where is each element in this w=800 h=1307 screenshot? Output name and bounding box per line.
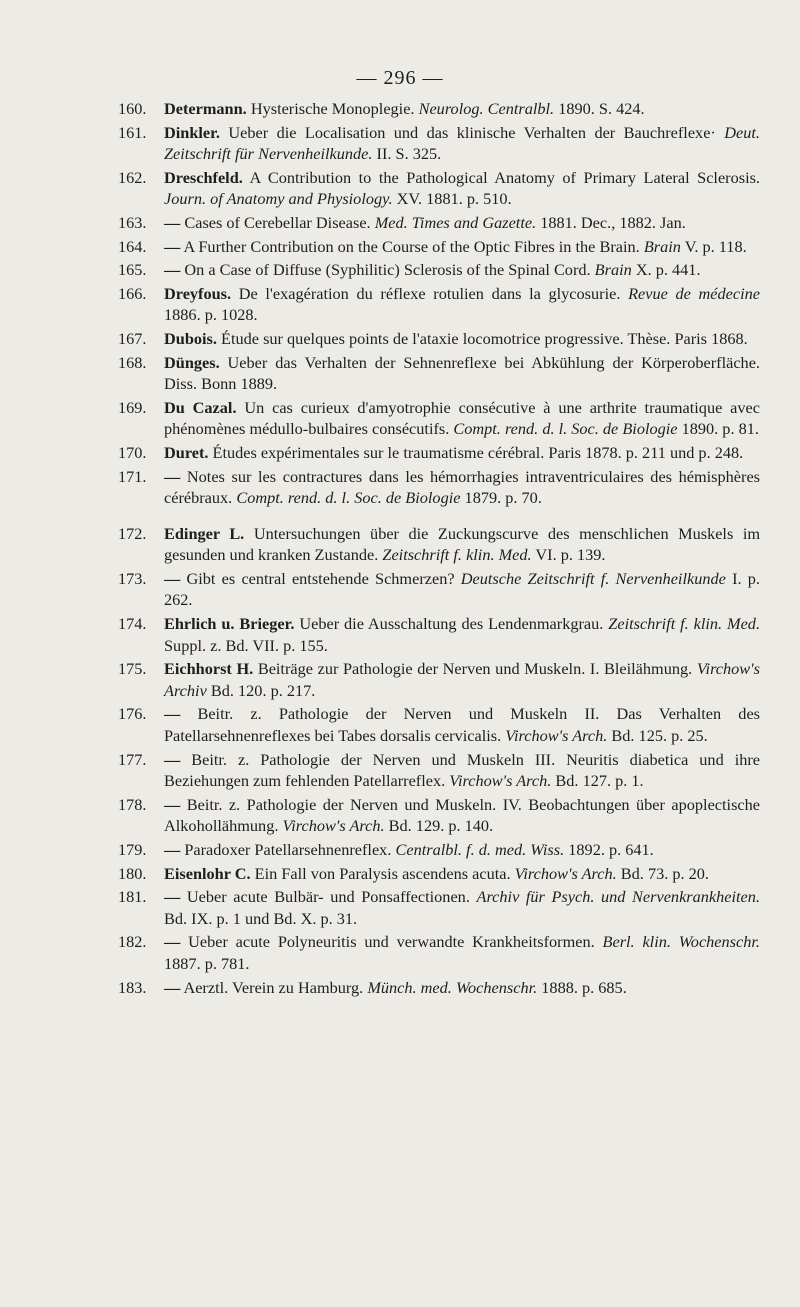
entry-title: Gibt es central entstehende Schmerzen? <box>186 568 455 588</box>
entry-source: Zeitschrift f. klin. Med. <box>382 545 532 565</box>
entry-source: Berl. klin. Wochenschr. <box>602 932 760 952</box>
entry-source: Münch. med. Wochenschr. <box>367 977 538 997</box>
entry-number: 163. <box>118 212 147 232</box>
entry-title: Ueber das Verhalten der Sehnenreflexe bei Abkühlung der Körperoberfläche. Diss. Bonn 1889. <box>164 352 760 394</box>
bibliography-entry <box>118 352 760 395</box>
entry-details: Bd. 129. p. 140. <box>388 816 494 836</box>
entry-number: 160. <box>118 99 147 118</box>
entry-details: 1888. p. 685. <box>541 977 627 997</box>
entry-author: — <box>164 704 181 724</box>
entry-title: Ein Fall von Paralysis ascendens acuta. <box>254 863 511 883</box>
entry-number: 178. <box>118 794 147 814</box>
entry-number: 172. <box>118 523 147 543</box>
entry-author: — <box>164 236 181 256</box>
entry-source: Archiv für Psych. und Nervenkrankheiten. <box>476 887 760 907</box>
entry-title: Ueber acute Polyneuritis und verwandte Krankheitsformen. <box>188 932 595 952</box>
entry-author: Dreschfeld. <box>164 167 243 187</box>
entry-author: — <box>164 212 181 232</box>
entry-number: 181. <box>118 887 147 907</box>
entry-details: Bd. 120. p. 217. <box>210 680 316 700</box>
entry-author: — <box>164 568 181 588</box>
entry-details: XV. 1881. p. 510. <box>396 189 512 209</box>
entry-number: 170. <box>118 442 147 462</box>
entry-number: 162. <box>118 167 147 187</box>
bibliography-entry <box>118 283 760 326</box>
entry-title: A Further Contribution on the Course of the Optic Fibres in the Brain. <box>183 236 640 256</box>
bibliography-entry <box>118 613 760 656</box>
entry-title: Beitr. z. Pathologie der Nerven und Muskeln III. Neuritis diabetica und ihre Beziehungen zum fehlenden Patellarreflex. <box>164 749 761 791</box>
entry-source: Compt. rend. d. l. Soc. de Biologie <box>236 488 461 508</box>
entry-number: 169. <box>118 397 147 417</box>
bibliography-list <box>118 98 760 998</box>
entry-author: Edinger L. <box>164 523 245 543</box>
bibliography-entry <box>118 749 760 792</box>
entry-number: 177. <box>118 749 147 769</box>
entry-author: Eisenlohr C. <box>164 863 251 883</box>
bibliography-entry <box>118 794 760 837</box>
entry-details: V. p. 118. <box>684 236 747 256</box>
entry-title: De l'exagération du réflexe rotulien dans la glycosurie. <box>238 283 621 303</box>
entry-details: 1879. p. 70. <box>464 488 542 508</box>
entry-title: Untersuchungen über die Zuckungscurve des menschlichen Muskels im gesunden und kranken Zustande. <box>164 523 761 565</box>
entry-source: Deut. Zeitschrift für Nervenheilkunde. <box>164 122 760 164</box>
page-number: — 296 — <box>356 67 444 89</box>
entry-number: 180. <box>118 863 147 883</box>
entry-number: 182. <box>118 932 147 952</box>
entry-number: 166. <box>118 283 147 303</box>
entry-details: Bd. IX. p. 1 und Bd. X. p. 31. <box>164 908 358 928</box>
entry-details: Bd. 125. p. 25. <box>611 726 708 746</box>
entry-number: 165. <box>118 260 147 280</box>
entry-details: Suppl. z. Bd. VII. p. 155. <box>164 635 328 655</box>
entry-number: 179. <box>118 840 147 859</box>
entry-author: — <box>164 466 181 486</box>
entry-source: Med. Times and Gazette. <box>374 212 537 232</box>
bibliography-entry <box>118 397 760 440</box>
bibliography-entry <box>118 466 760 509</box>
entry-author: Dreyfous. <box>164 283 232 303</box>
entry-source: Virchow's Arch. <box>449 771 552 791</box>
entry-source: Centralbl. f. d. med. Wiss. <box>395 840 565 859</box>
entry-number: 176. <box>118 704 147 724</box>
entry-author: — <box>164 887 181 907</box>
entry-title: Notes sur les contractures dans les hémorrhagies intraventriculaires des hémisphères cérébraux. <box>164 466 761 508</box>
entry-title: Ueber die Ausschaltung des Lendenmarkgrau. <box>299 614 604 634</box>
entry-source: Revue de médecine <box>628 283 760 303</box>
entry-details: I. p. 262. <box>164 568 760 610</box>
entry-title: Cases of Cerebellar Disease. <box>184 212 371 232</box>
bibliography-entry <box>118 236 760 258</box>
bibliography-entry <box>118 863 760 885</box>
entry-details: VI. p. 139. <box>535 545 606 565</box>
entry-author: Determann. <box>164 99 247 118</box>
entry-title: Aerztl. Verein zu Hamburg. <box>183 977 364 997</box>
entry-title: Paradoxer Patellarsehnenreflex. <box>184 840 392 859</box>
entry-source: Brain <box>594 260 632 280</box>
entry-title: Étude sur quelques points de l'ataxie locomotrice progressive. Thèse. Paris 1868. <box>221 328 748 348</box>
entry-number: 168. <box>118 352 147 372</box>
entry-source: Virchow's Archiv <box>164 659 760 700</box>
entry-number: 161. <box>118 122 147 142</box>
entry-details: 1887. p. 781. <box>164 953 250 973</box>
entry-details: Bd. 127. p. 1. <box>555 771 644 791</box>
entry-author: Dubois. <box>164 328 217 348</box>
entry-title: Hysterische Monoplegie. <box>250 99 415 118</box>
entry-source: Brain <box>643 236 681 256</box>
entry-author: — <box>164 977 181 997</box>
entry-details: Bd. 73. p. 20. <box>620 863 709 883</box>
entry-author: — <box>164 260 181 280</box>
bibliography-entry <box>118 167 760 210</box>
bibliography-entry <box>118 259 760 281</box>
entry-details: 1886. p. 1028. <box>164 305 258 325</box>
entry-title: Ueber acute Bulbär- und Ponsaffectionen. <box>186 887 470 907</box>
entry-number: 183. <box>118 977 147 997</box>
entry-author: — <box>164 749 181 769</box>
entry-number: 164. <box>118 236 147 256</box>
bibliography-entry <box>118 122 760 165</box>
entry-details: 1890. S. 424. <box>558 99 645 118</box>
entry-author: Du Cazal. <box>164 397 237 417</box>
entry-details: 1892. p. 641. <box>568 840 654 859</box>
bibliography-entry <box>118 931 760 974</box>
entry-number: 173. <box>118 568 147 588</box>
entry-title: Beitr. z. Pathologie der Nerven und Muskeln. IV. Beobachtungen über apoplectische Alkohollähmung. <box>164 794 760 836</box>
entry-source: Neurolog. Centralbl. <box>418 99 555 118</box>
entry-number: 175. <box>118 659 147 679</box>
entry-details: X. p. 441. <box>635 260 701 280</box>
entry-author: — <box>164 840 181 859</box>
entry-author: Dünges. <box>164 352 220 372</box>
entry-title: On a Case of Diffuse (Syphilitic) Sclerosis of the Spinal Cord. <box>184 260 591 280</box>
entry-source: Zeitschrift f. klin. Med. <box>608 614 761 634</box>
bibliography-entry <box>118 703 760 746</box>
entry-number: 174. <box>118 614 147 634</box>
entry-title: Un cas curieux d'amyotrophie consécutive à une arthrite traumatique avec phénomènes médullo-bulbaires consécutifs. <box>164 397 760 439</box>
entry-author: Eichhorst H. <box>164 659 254 679</box>
entry-author: Dinkler. <box>164 122 220 142</box>
entry-source: Virchow's Arch. <box>505 726 608 746</box>
entry-source: Deutsche Zeitschrift f. Nervenheilkunde <box>460 568 726 588</box>
bibliography-entry <box>118 212 760 234</box>
entry-details: 1890. p. 81. <box>681 419 759 439</box>
entry-source: Journ. of Anatomy and Physiology. <box>164 189 393 209</box>
entry-number: 171. <box>118 466 147 486</box>
entry-title: Ueber die Localisation und das klinische Verhalten der Bauchreflexe· <box>228 122 716 142</box>
entry-title: Beiträge zur Pathologie der Nerven und Muskeln. I. Bleilähmung. <box>257 659 693 679</box>
bibliography-entry <box>118 977 760 999</box>
bibliography-entry <box>118 886 760 929</box>
entry-details: 1881. Dec., 1882. Jan. <box>540 212 686 232</box>
bibliography-entry <box>118 328 760 350</box>
entry-source: Virchow's Arch. <box>514 863 617 883</box>
entry-source: Compt. rend. d. l. Soc. de Biologie <box>453 419 678 439</box>
entry-title: A Contribution to the Pathological Anatomy of Primary Lateral Sclerosis. <box>249 167 760 187</box>
entry-author: — <box>164 794 181 814</box>
bibliography-entry <box>118 523 760 566</box>
entry-title: Beitr. z. Pathologie der Nerven und Muskeln II. Das Verhalten des Patellarsehnenreflexes bei Tabes dorsalis cervicalis. <box>164 704 761 746</box>
entry-author: Ehrlich u. Brieger. <box>164 614 295 634</box>
entry-author: — <box>164 932 181 952</box>
bibliography-entry <box>118 442 760 464</box>
entry-number: 167. <box>118 328 147 348</box>
bibliography-entry <box>118 658 760 701</box>
bibliography-entry <box>118 98 760 120</box>
bibliography-entry <box>118 568 760 611</box>
entry-source: Virchow's Arch. <box>282 816 385 836</box>
entry-title: Études expérimentales sur le traumatisme cérébral. Paris 1878. p. 211 und p. 248. <box>212 442 744 462</box>
entry-author: Duret. <box>164 442 209 462</box>
bibliography-entry <box>118 839 760 861</box>
entry-details: II. S. 325. <box>376 144 442 164</box>
